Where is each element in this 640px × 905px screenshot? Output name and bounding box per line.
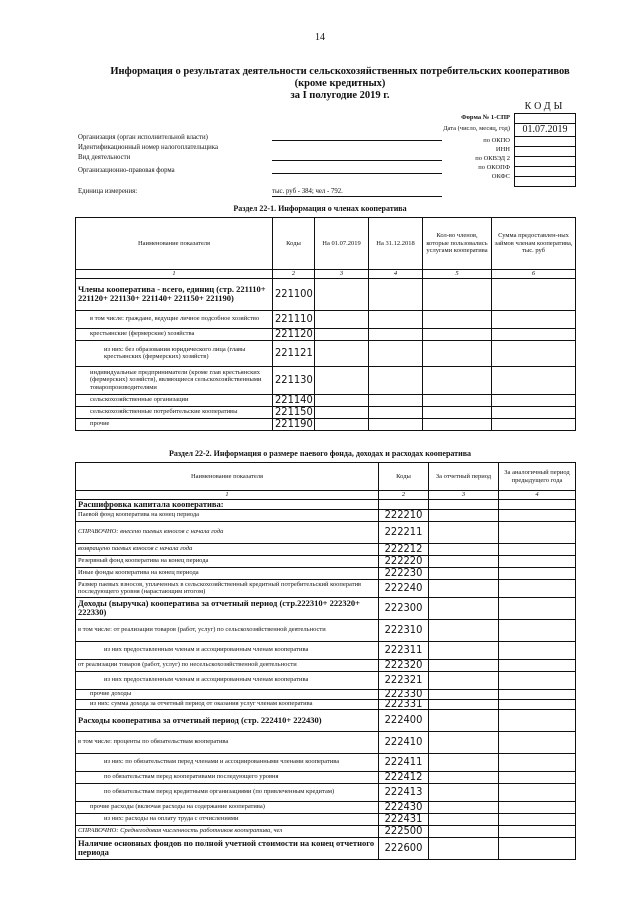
col-header: Сумма предоставлен-ных займов членам кооператива, тыс. руб <box>492 218 576 270</box>
okopf-cell <box>515 167 575 177</box>
activity-field-line <box>272 160 442 161</box>
row-code: 222412 <box>379 771 429 783</box>
okpo-cell <box>515 137 575 147</box>
row-label: из них: сумма дохода за отчетный период от оказания услуг членам кооператива <box>76 699 379 709</box>
org-field-line <box>272 140 442 141</box>
section2-title: Раздел 22-2. Информация о размере паевого фонда, доходах и расходах кооператива <box>168 449 472 458</box>
value-cell[interactable] <box>315 406 369 418</box>
value-cell[interactable] <box>429 753 499 771</box>
document-period: за I полугодие 2019 г. <box>290 90 390 101</box>
table-row <box>76 753 576 771</box>
section1-title: Раздел 22-1. Информация о членах кооператива <box>233 204 407 213</box>
row-label: крестьянские (фермерские) хозяйства <box>76 328 273 340</box>
inn-label: ИНН <box>495 146 510 153</box>
form-label: Форма № 1-СПР <box>461 114 510 121</box>
value-cell[interactable] <box>499 753 576 771</box>
legal-form-label: Организационно-правовая форма <box>78 167 175 174</box>
table-row <box>76 813 576 825</box>
document-title: Информация о результатах деятельности сельскохозяйственных потребительских кооперативов <box>110 66 570 77</box>
value-cell[interactable] <box>369 418 423 430</box>
value-cell[interactable] <box>499 825 576 837</box>
row-label: в том числе: граждане, ведущие личное подсобное хозяйство <box>76 310 273 328</box>
value-cell[interactable] <box>369 366 423 394</box>
value-cell[interactable] <box>429 597 499 619</box>
row-label: в том числе: от реализации товаров (работ, услуг) по сельскохозяйственной деятельности <box>76 619 379 641</box>
row-code: 222320 <box>379 659 429 671</box>
col-number: 3 <box>429 491 499 500</box>
value-cell[interactable] <box>429 619 499 641</box>
row-code: 222311 <box>379 641 429 659</box>
value-cell[interactable] <box>423 406 492 418</box>
value-cell[interactable] <box>499 597 576 619</box>
table-row <box>76 555 576 567</box>
org-label: Организация (орган исполнительной власти) <box>78 134 208 141</box>
table-row <box>76 659 576 671</box>
row-label: по обязательствам перед кооперативами последующего уровня <box>76 771 379 783</box>
value-cell[interactable] <box>492 278 576 310</box>
col-header: Кол-во членов, которые пользовались услугами кооператива <box>423 218 492 270</box>
okpo-label: по ОКПО <box>483 137 510 144</box>
value-cell[interactable] <box>315 340 369 366</box>
value-cell[interactable] <box>429 837 499 859</box>
table-row <box>76 579 576 597</box>
row-label: сельскохозяйственные организации <box>76 394 273 406</box>
row-code: 222431 <box>379 813 429 825</box>
value-cell[interactable] <box>369 340 423 366</box>
col-header: За аналогичный период предыдущего года <box>499 463 576 491</box>
col-number: 3 <box>315 270 369 279</box>
inn-cell <box>515 147 575 157</box>
col-number: 1 <box>76 270 273 279</box>
row-label: СПРАВОЧНО: внесено паевых взносов с начала года <box>76 521 379 543</box>
row-code: 222410 <box>379 731 429 753</box>
row-code: 221130 <box>273 366 315 394</box>
row-label: прочие расходы (включая расходы на содержание кооператива) <box>76 801 379 813</box>
row-code: 222210 <box>379 509 429 521</box>
row-code: 221140 <box>273 394 315 406</box>
row-code: 222500 <box>379 825 429 837</box>
table-row <box>76 689 576 699</box>
value-cell[interactable] <box>369 328 423 340</box>
members-table <box>75 217 576 431</box>
value-cell[interactable] <box>499 699 576 709</box>
value-cell[interactable] <box>429 579 499 597</box>
table-row <box>76 699 576 709</box>
row-code: 222240 <box>379 579 429 597</box>
value-cell[interactable] <box>492 394 576 406</box>
col-header: За отчетный период <box>429 463 499 491</box>
colnum-row <box>76 270 576 279</box>
unit-value: тыс. руб - 384; чел - 792. <box>272 187 442 197</box>
row-label: по обязательствам перед кредитными организациями (по привлеченным кредитам) <box>76 783 379 801</box>
col-header: Коды <box>273 218 315 270</box>
col-number: 1 <box>76 491 379 500</box>
row-label: от реализации товаров (работ, услуг) по несельскохозяйственной деятельности <box>76 659 379 671</box>
row-code: 221190 <box>273 418 315 430</box>
table-row <box>76 671 576 689</box>
value-cell[interactable] <box>315 418 369 430</box>
value-cell[interactable] <box>499 689 576 699</box>
row-code: 222212 <box>379 543 429 555</box>
row-code: 221150 <box>273 406 315 418</box>
value-cell[interactable] <box>499 709 576 731</box>
value-cell[interactable] <box>499 659 576 671</box>
row-label: возвращено паевых взносов с начала года <box>76 543 379 555</box>
value-cell[interactable] <box>429 709 499 731</box>
value-cell[interactable] <box>429 671 499 689</box>
tin-label: Идентификационный номер налогоплательщика <box>78 144 219 151</box>
table-row <box>76 567 576 579</box>
row-label: из них: по обязательствам перед членами и ассоциированными членами кооператива <box>76 753 379 771</box>
codes-box <box>514 113 576 187</box>
table-row <box>76 394 576 406</box>
row-label: из них предоставленным членам и ассоциированным членам кооператива <box>76 671 379 689</box>
row-code: 222331 <box>379 699 429 709</box>
document-subtitle: (кроме кредитных) <box>294 78 386 89</box>
table-row <box>76 619 576 641</box>
value-cell[interactable] <box>429 521 499 543</box>
value-cell[interactable] <box>492 310 576 328</box>
row-code: 222230 <box>379 567 429 579</box>
row-code: 222220 <box>379 555 429 567</box>
value-cell[interactable] <box>499 543 576 555</box>
row-code: 222400 <box>379 709 429 731</box>
row-code: 221110 <box>273 310 315 328</box>
value-cell[interactable] <box>423 394 492 406</box>
value-cell[interactable] <box>423 328 492 340</box>
value-cell[interactable] <box>499 499 576 509</box>
row-label: из них: без образования юридического лица (главы крестьянских (фермерских) хозяйств) <box>76 340 273 366</box>
table-header-row <box>76 218 576 270</box>
table-row <box>76 310 576 328</box>
table-row <box>76 406 576 418</box>
table-row <box>76 783 576 801</box>
col-number: 5 <box>423 270 492 279</box>
value-cell[interactable] <box>429 509 499 521</box>
row-code: 222413 <box>379 783 429 801</box>
row-label: Паевой фонд кооператива на конец периода <box>76 509 379 521</box>
value-cell[interactable] <box>492 328 576 340</box>
activity-label: Вид деятельности <box>78 154 131 161</box>
row-label: Размер паевых взносов, уплаченных в сельскохозяйственный кредитный потребительский кооператив последующего уровня (нарастающим итогом) <box>76 579 379 597</box>
col-number: 2 <box>273 270 315 279</box>
value-cell[interactable] <box>423 418 492 430</box>
row-label: Расшифровка капитала кооператива: <box>76 499 379 509</box>
value-cell[interactable] <box>499 555 576 567</box>
row-label: прочие <box>76 418 273 430</box>
unit-label: Единица измерения: <box>78 188 138 195</box>
table-row <box>76 825 576 837</box>
row-label: из них предоставленным членам и ассоциированным членам кооператива <box>76 641 379 659</box>
row-label: прочие доходы <box>76 689 379 699</box>
row-label: Члены кооператива - всего, единиц (стр. 221110+ 221120+ 221130+ 221140+ 221150+ 221190) <box>76 278 273 310</box>
table-row <box>76 837 576 859</box>
value-cell[interactable] <box>499 521 576 543</box>
row-label: индивидуальные предприниматели (кроме глав крестьянских (фермерских) хозяйств), являющиеся сельскохозяйственными товаропроизводителями <box>76 366 273 394</box>
value-cell[interactable] <box>499 579 576 597</box>
value-cell[interactable] <box>429 689 499 699</box>
value-cell[interactable] <box>499 509 576 521</box>
value-cell[interactable] <box>423 278 492 310</box>
row-code: 222321 <box>379 671 429 689</box>
finance-table <box>75 462 576 860</box>
value-cell[interactable] <box>499 801 576 813</box>
table-row <box>76 328 576 340</box>
col-number: 6 <box>492 270 576 279</box>
table-row <box>76 366 576 394</box>
value-cell[interactable] <box>429 499 499 509</box>
value-cell[interactable] <box>369 278 423 310</box>
row-label: в том числе: проценты по обязательствам кооператива <box>76 731 379 753</box>
row-code: 221120 <box>273 328 315 340</box>
okfs-cell <box>515 177 575 186</box>
okved-label: по ОКВЭД 2 <box>475 155 510 162</box>
table-row <box>76 521 576 543</box>
value-cell[interactable] <box>369 394 423 406</box>
value-cell[interactable] <box>369 406 423 418</box>
row-label: из них: расходы на оплату труда с отчислениями <box>76 813 379 825</box>
value-cell[interactable] <box>429 699 499 709</box>
col-number: 4 <box>369 270 423 279</box>
table-header-row <box>76 463 576 491</box>
value-cell[interactable] <box>423 310 492 328</box>
col-header: Наименование показателя <box>76 218 273 270</box>
value-cell[interactable] <box>492 366 576 394</box>
value-cell[interactable] <box>369 310 423 328</box>
row-label: Резервный фонд кооператива на конец периода <box>76 555 379 567</box>
row-code: 222310 <box>379 619 429 641</box>
value-cell[interactable] <box>315 310 369 328</box>
value-cell[interactable] <box>429 555 499 567</box>
value-cell[interactable] <box>429 659 499 671</box>
table-row <box>76 543 576 555</box>
table-row <box>76 499 576 509</box>
value-cell[interactable] <box>429 641 499 659</box>
value-cell[interactable] <box>499 783 576 801</box>
value-cell[interactable] <box>423 366 492 394</box>
value-cell[interactable] <box>492 406 576 418</box>
value-cell[interactable] <box>315 278 369 310</box>
row-label: Иные фонды кооператива на конец периода <box>76 567 379 579</box>
row-code: 221100 <box>273 278 315 310</box>
table-row <box>76 771 576 783</box>
table-row <box>76 731 576 753</box>
colnum-row <box>76 491 576 500</box>
okved-cell <box>515 157 575 167</box>
col-header: Наименование показателя <box>76 463 379 491</box>
col-header: На 31.12.2018 <box>369 218 423 270</box>
row-code: 221121 <box>273 340 315 366</box>
table-row <box>76 278 576 310</box>
value-cell[interactable] <box>499 641 576 659</box>
date-value: 01.07.2019 <box>515 124 575 137</box>
row-label: Доходы (выручка) кооператива за отчетный период (стр.222310+ 222320+ 222330) <box>76 597 379 619</box>
value-cell[interactable] <box>499 813 576 825</box>
legal-form-field-line <box>272 173 442 174</box>
row-label: сельскохозяйственные потребительские кооперативы <box>76 406 273 418</box>
value-cell[interactable] <box>492 418 576 430</box>
table-row <box>76 641 576 659</box>
value-cell[interactable] <box>499 619 576 641</box>
table-row <box>76 418 576 430</box>
value-cell[interactable] <box>423 340 492 366</box>
value-cell[interactable] <box>429 813 499 825</box>
value-cell[interactable] <box>499 567 576 579</box>
value-cell[interactable] <box>429 543 499 555</box>
row-label: СПРАВОЧНО: Среднегодовая численность работников кооператива, чел <box>76 825 379 837</box>
col-number: 2 <box>379 491 429 500</box>
value-cell[interactable] <box>429 567 499 579</box>
col-header: На 01.07.2019 <box>315 218 369 270</box>
value-cell[interactable] <box>429 801 499 813</box>
table-row <box>76 340 576 366</box>
row-label: Наличие основных фондов по полной учетной стоимости на конец отчетного периода <box>76 837 379 859</box>
codes-header: КОДЫ <box>524 101 566 112</box>
form-code-cell <box>515 114 575 124</box>
value-cell[interactable] <box>499 771 576 783</box>
value-cell[interactable] <box>429 771 499 783</box>
table-row <box>76 597 576 619</box>
col-header: Коды <box>379 463 429 491</box>
okopf-label: по ОКОПФ <box>478 164 510 171</box>
row-code: 222300 <box>379 597 429 619</box>
table-row <box>76 709 576 731</box>
row-code: 222211 <box>379 521 429 543</box>
table-row <box>76 509 576 521</box>
table-row <box>76 801 576 813</box>
row-code: 222330 <box>379 689 429 699</box>
okfs-label: ОКФС <box>491 173 510 180</box>
page-number: 14 <box>315 32 325 43</box>
value-cell[interactable] <box>429 783 499 801</box>
row-label: Расходы кооператива за отчетный период (стр. 222410+ 222430) <box>76 709 379 731</box>
row-code: 222430 <box>379 801 429 813</box>
value-cell[interactable] <box>492 340 576 366</box>
col-number: 4 <box>499 491 576 500</box>
row-code: 222411 <box>379 753 429 771</box>
row-code: 222600 <box>379 837 429 859</box>
value-cell[interactable] <box>429 825 499 837</box>
value-cell[interactable] <box>499 671 576 689</box>
value-cell[interactable] <box>315 394 369 406</box>
date-label: Дата (число, месяц, год) <box>443 125 510 132</box>
value-cell[interactable] <box>315 328 369 340</box>
value-cell[interactable] <box>499 837 576 859</box>
value-cell[interactable] <box>499 731 576 753</box>
value-cell[interactable] <box>429 731 499 753</box>
value-cell[interactable] <box>315 366 369 394</box>
